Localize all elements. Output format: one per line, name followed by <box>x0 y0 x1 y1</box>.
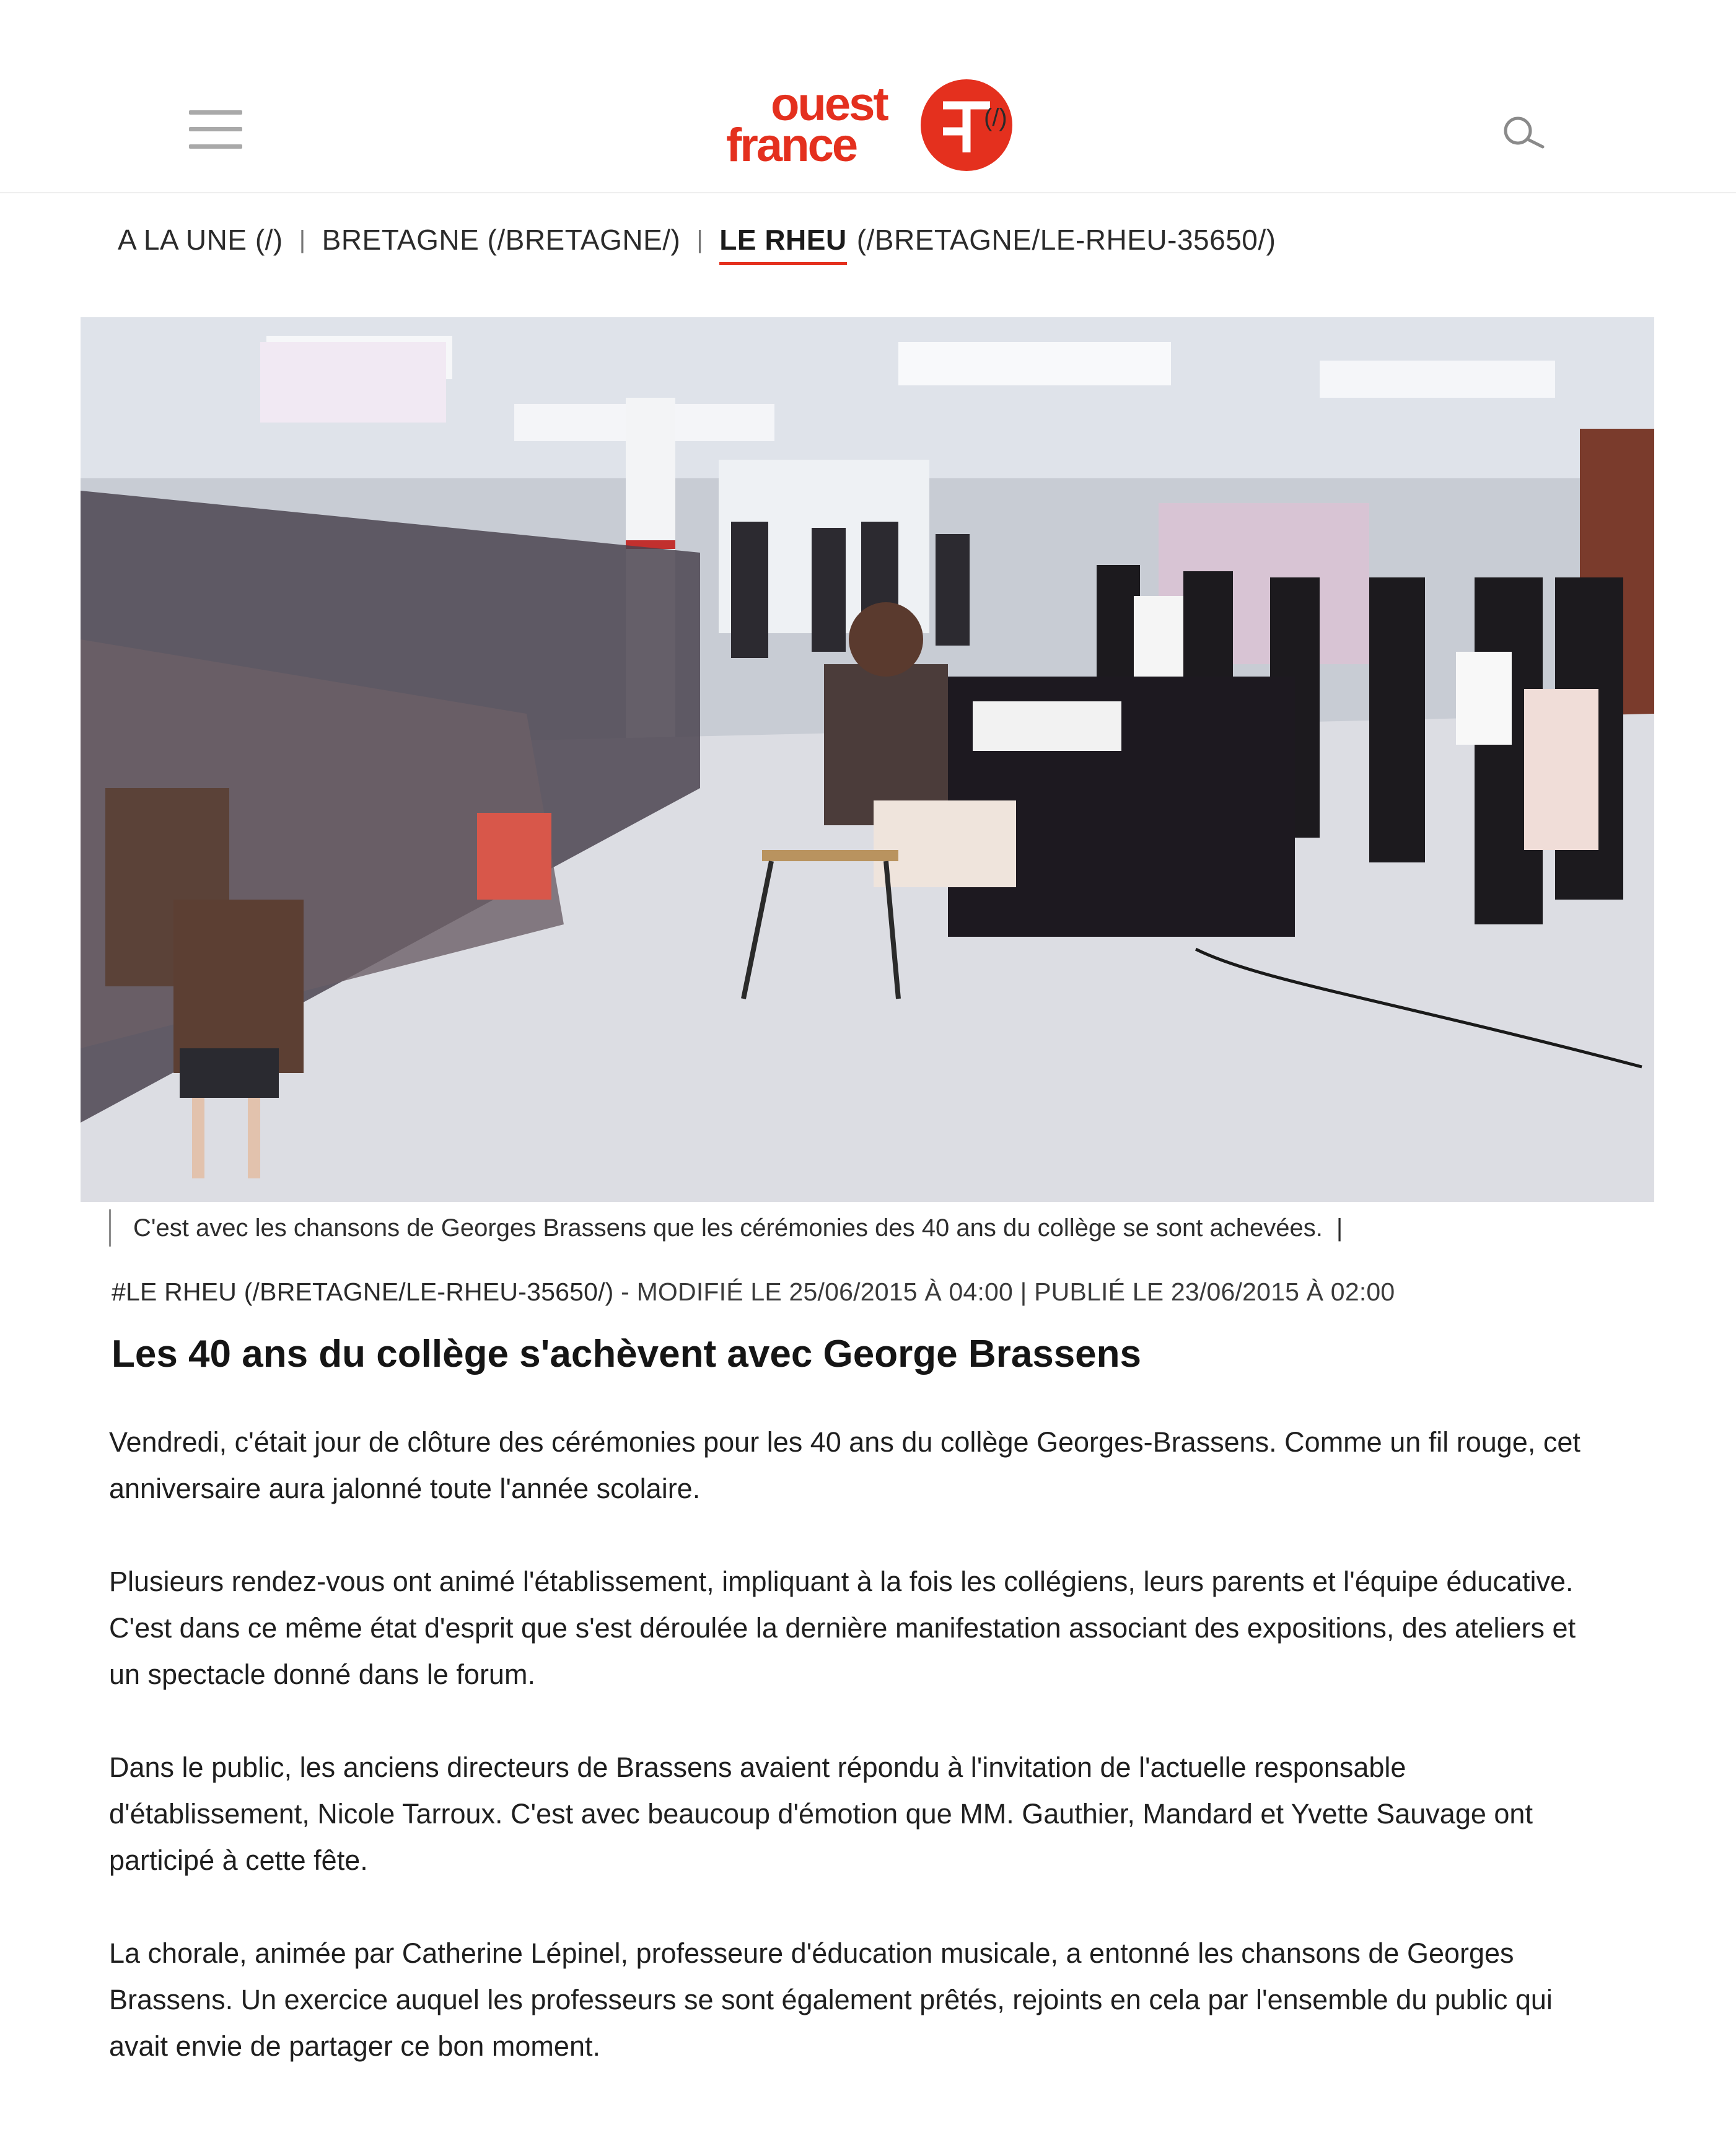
ouest-france-logo[interactable] <box>725 74 1016 173</box>
logo-text-bottom: france <box>726 119 857 172</box>
article-paragraph: La chorale, animée par Catherine Lépinel, professeure d'éducation musicale, a entonné les chansons de Georges Brassens. Un exercice auquel les professeurs se sont également prêtés, rejoints en cela par l'ensemble du public qui avait envie de partager ce bon moment. <box>109 1937 1553 2062</box>
article-paragraph: Dans le public, les anciens directeurs de Brassens avaient répondu à l'invitation de l'actuelle responsable d'établissement, Nicole Tarroux. C'est avec beaucoup d'émotion que MM. Gauthier, Mandard et Yvette Sauvage ont participé à cette fête. <box>109 1751 1533 1876</box>
article-meta <box>112 1278 1395 1307</box>
breadcrumb-le-rheu-path[interactable]: (/BRETAGNE/LE-RHEU-35650/) <box>856 224 1276 256</box>
search-icon[interactable] <box>1499 115 1549 152</box>
article-paragraph: Vendredi, c'était jour de clôture des cérémonies pour les 40 ans du collège Georges-Brassens. Comme un fil rouge, cet anniversaire aura jalonné toute l'année scolaire. <box>109 1426 1580 1504</box>
hamburger-menu-icon[interactable] <box>189 110 242 149</box>
photo-caption-text: C'est avec les chansons de Georges Brassens que les cérémonies des 40 ans du collège se sont achevées. <box>133 1214 1323 1242</box>
article-paragraph: Plusieurs rendez-vous ont animé l'établissement, impliquant à la fois les collégiens, leurs parents et l'équipe éducative. C'est dans ce même état d'esprit que s'est déroulée la dernière manifestation associant des expositions, des ateliers et un spectacle donné dans le forum. <box>109 1566 1576 1690</box>
modified-date: - MODIFIÉ LE 25/06/2015 À 04:00 <box>621 1278 1014 1306</box>
published-date: PUBLIÉ LE 23/06/2015 À 02:00 <box>1034 1278 1395 1306</box>
location-tag-link[interactable]: #LE RHEU (/BRETAGNE/LE-RHEU-35650/) <box>112 1278 614 1306</box>
article-title: Les 40 ans du collège s'achèvent avec George Brassens <box>112 1333 1142 1375</box>
logo-text-top: ouest <box>771 78 887 131</box>
breadcrumb <box>118 218 1276 261</box>
meta-separator: | <box>1020 1278 1027 1306</box>
breadcrumb-le-rheu[interactable]: LE RHEU <box>719 224 847 256</box>
logo-link-text[interactable]: (/) <box>984 104 1007 131</box>
breadcrumb-separator: | <box>299 226 306 253</box>
breadcrumb-bretagne[interactable]: BRETAGNE (/BRETAGNE/) <box>322 224 681 256</box>
site-header <box>0 0 1736 192</box>
breadcrumb-separator: | <box>696 226 704 253</box>
concert-photo <box>81 317 1654 1202</box>
breadcrumb-a-la-une[interactable]: A LA UNE (/) <box>118 224 283 256</box>
photo-caption <box>109 1209 1343 1247</box>
article-body <box>109 1419 1608 2116</box>
header-divider <box>0 192 1736 193</box>
caption-separator: | <box>1336 1214 1343 1242</box>
